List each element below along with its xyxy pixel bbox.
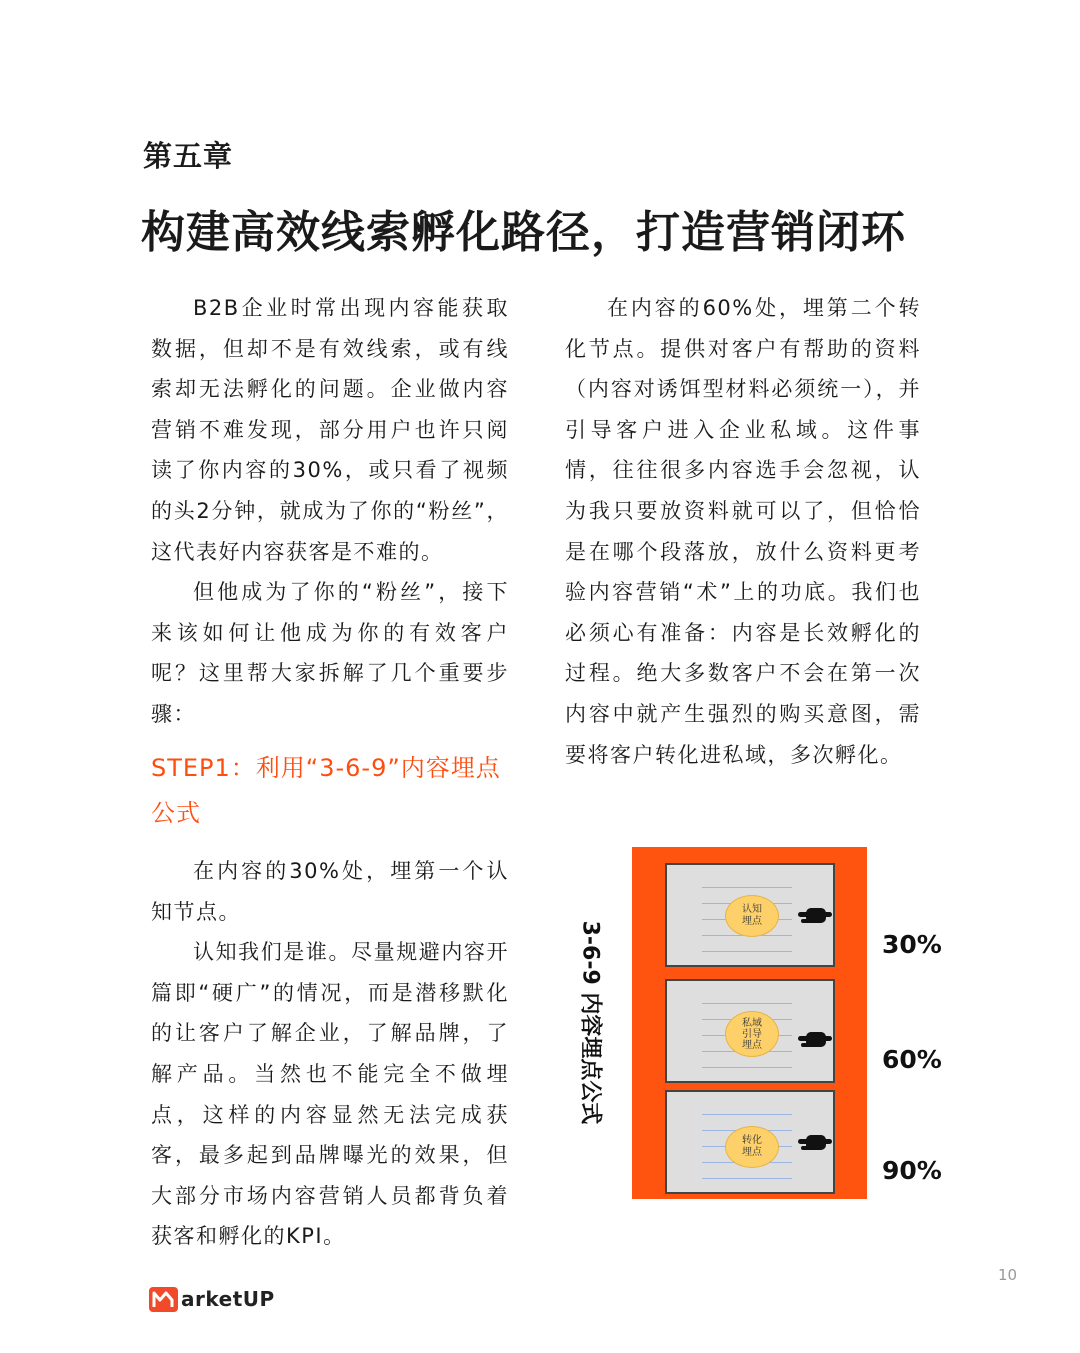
logo-text: arketUP (181, 1287, 275, 1311)
figure-vertical-label: 3-6-9 内容埋点公式 (577, 920, 603, 1124)
left-column-step (151, 851, 509, 1257)
pointing-hand-icon (798, 1029, 836, 1049)
marker-circle: 转化 埋点 (725, 1126, 779, 1168)
chapter-label: 第五章 (143, 139, 234, 173)
page-number: 10 (998, 1266, 1018, 1284)
percent-label-60: 60% (882, 1045, 942, 1074)
step-heading: STEP1：利用“3-6-9”内容埋点公式 (151, 754, 501, 827)
marker-circle: 私域 引导 埋点 (725, 1011, 779, 1057)
paragraph: 在内容的60%处，埋第二个转化节点。提供对客户有帮助的资料（内容对诱饵型材料必须统一），并引导客户进入企业私域。这件事情，往往很多内容选手会忽视，认为我只要放资料就可以了，但恰恰是在哪个段落放，放什么资料更考验内容营销“术”上的功底。我们也必须心有准备：内容是长效孵化的过程。绝大多数客户不会在第一次内容中就产生强烈的购买意图，需要将客户转化进私域，多次孵化。 (565, 296, 921, 767)
paragraph: 认知我们是谁。尽量规避内容开篇即“硬广”的情况，而是潜移默化的让客户了解企业，了解品牌，了解产品。当然也不能完全不做埋点，这样的内容显然无法完成获客，最多起到品牌曝光的效果，但大部分市场内容营销人员都背负着获客和孵化的KPI。 (151, 940, 509, 1249)
paragraph: 但他成为了你的“粉丝”，接下来该如何让他成为你的有效客户呢？这里帮大家拆解了几个重要步骤： (151, 580, 509, 726)
pointing-hand-icon (798, 905, 836, 925)
marker-circle: 认知 埋点 (725, 895, 779, 937)
percent-label-90: 90% (882, 1156, 942, 1185)
figure-frame (632, 847, 867, 1199)
marketup-logo (148, 1284, 275, 1314)
paragraph: 在内容的30%处，埋第一个认知节点。 (151, 859, 509, 924)
right-column (565, 288, 921, 775)
percent-label-30: 30% (882, 930, 942, 959)
369-formula-figure (566, 836, 944, 1206)
left-column-intro (151, 288, 509, 735)
pointing-hand-icon (798, 1132, 836, 1152)
content-panel-1 (665, 863, 835, 967)
content-panel-2 (665, 979, 835, 1083)
content-panel-3 (665, 1090, 835, 1194)
paragraph: B2B企业时常出现内容能获取数据，但却不是有效线索，或有线索却无法孵化的问题。企业做内容营销不难发现，部分用户也许只阅读了你内容的30%，或只看了视频的头2分钟，就成为了你的“粉丝”，这代表好内容获客是不难的。 (151, 296, 509, 564)
page-title: 构建高效线索孵化路径，打造营销闭环 (141, 207, 906, 258)
marketup-m-logo-icon (148, 1284, 180, 1314)
